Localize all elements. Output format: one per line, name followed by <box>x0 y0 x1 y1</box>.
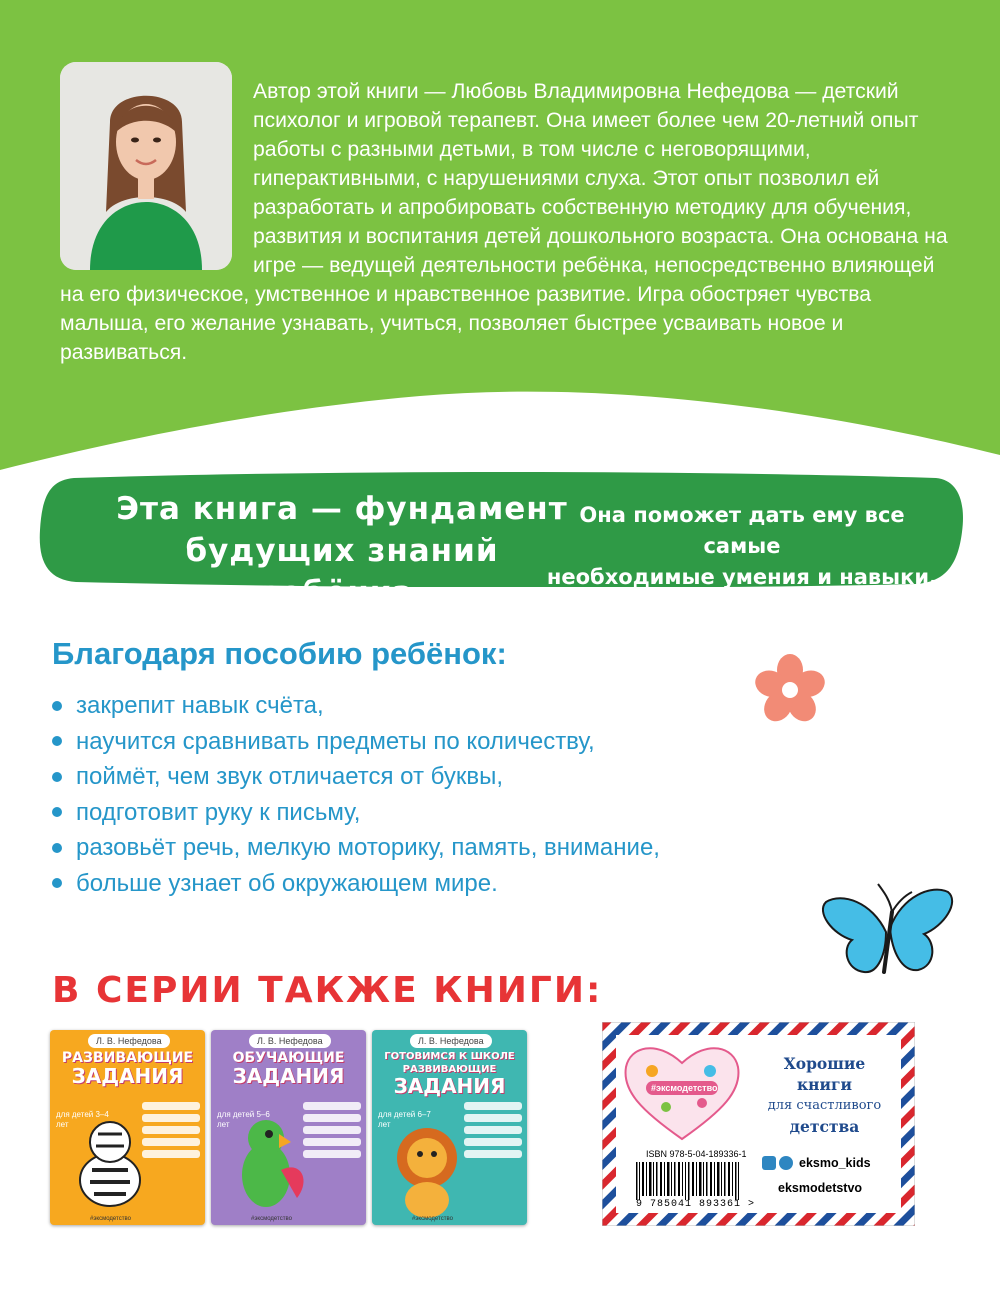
butterfly-icon <box>812 862 962 1007</box>
social-handle-detstvo[interactable]: eksmodetstvo <box>778 1181 863 1195</box>
book-cover-3 <box>372 1030 527 1225</box>
book-cover-1 <box>50 1030 205 1225</box>
publisher-sticker <box>602 1022 915 1226</box>
bullet-icon <box>52 701 62 711</box>
bullet-icon <box>52 736 62 746</box>
banner-sub-line1: Она поможет дать ему все самые <box>579 503 905 558</box>
banner-sub-line2: необходимые умения и навыки. <box>546 565 938 589</box>
book-author: Л. В. Нефедова <box>249 1034 331 1048</box>
book-topics <box>142 1102 200 1162</box>
book-footer: #эксмодетство <box>90 1216 131 1222</box>
bullet-icon <box>52 878 62 888</box>
book-footer: #эксмодетство <box>251 1216 292 1222</box>
book-title: ОБУЧАЮЩИЕ ЗАДАНИЯ <box>232 1050 345 1088</box>
book-author: Л. В. Нефедова <box>88 1034 170 1048</box>
book-age: для детей 6–7 лет <box>378 1110 431 1129</box>
book-title: ГОТОВИМСЯ К ШКОЛЕ РАЗВИВАЮЩИЕ ЗАДАНИЯ <box>384 1051 515 1098</box>
hashtag-label: #эксмодетство <box>651 1083 718 1093</box>
slogan-banner <box>36 472 966 611</box>
series-title: В СЕРИИ ТАКЖЕ КНИГИ: <box>52 970 603 1011</box>
barcode-number: 9 785041 893361 > <box>636 1199 756 1210</box>
author-bio: Автор этой книги — Любовь Владимировна Нефедова — детский психолог и игровой терапевт. Она имеет более чем 20-летний опыт работы с разными детьми, в том числе с неговорящими, гиперактивными, с нарушениями слуха. Этот опыт позволил ей разработать и апробировать собственную методику для обучения, развития и воспитания детей дошкольного возраста. Она основана на игре — ведущей деятельности ребёнка, непосредственно влияющей на его физическое, умственное и нравственное развитие. Игра обостряет чувства малыша, его желание узнавать, учиться, позволяет быстрее усваивать новое и развиваться. <box>60 80 948 364</box>
banner-main-line2: будущих знаний ребёнка. <box>185 533 499 611</box>
list-item: закрепит навык счёта, <box>52 688 660 724</box>
book-cover-2 <box>211 1030 366 1225</box>
book-topics <box>464 1102 522 1162</box>
book-footer: #эксмодетство <box>412 1216 453 1222</box>
list-item: разовьёт речь, мелкую моторику, память, внимание, <box>52 830 660 866</box>
barcode-icon <box>634 1162 752 1200</box>
vk-icon <box>762 1156 776 1170</box>
telegram-icon <box>779 1156 793 1170</box>
benefits-list <box>52 688 660 901</box>
book-title: РАЗВИВАЮЩИЕ ЗАДАНИЯ <box>61 1050 194 1088</box>
book-topics <box>303 1102 361 1162</box>
benefits-title: Благодаря пособию ребёнок: <box>52 636 507 671</box>
list-item: больше узнает об окружающем мире. <box>52 866 660 902</box>
isbn-label: ISBN 978-5-04-189336-1 <box>646 1149 747 1159</box>
social-handle-kids[interactable]: eksmo_kids <box>762 1156 871 1170</box>
flower-icon <box>752 652 828 733</box>
sticker-body <box>616 1035 901 1213</box>
list-item: подготовит руку к письму, <box>52 795 660 831</box>
book-author: Л. В. Нефедова <box>410 1034 492 1048</box>
banner-main-text <box>102 488 582 614</box>
bullet-icon <box>52 807 62 817</box>
list-item: научится сравнивать предметы по количеству, <box>52 724 660 760</box>
banner-main-line1: Эта книга — фундамент <box>116 491 568 527</box>
book-age: для детей 3–4 лет <box>56 1110 109 1129</box>
book-age: для детей 5–6 лет <box>217 1110 270 1129</box>
bullet-icon <box>52 772 62 782</box>
publisher-slogan: Хорошие книги для счастливого детства <box>767 1054 882 1136</box>
bullet-icon <box>52 843 62 853</box>
list-item: поймёт, чем звук отличается от буквы, <box>52 759 660 795</box>
banner-sub-text <box>542 500 942 593</box>
